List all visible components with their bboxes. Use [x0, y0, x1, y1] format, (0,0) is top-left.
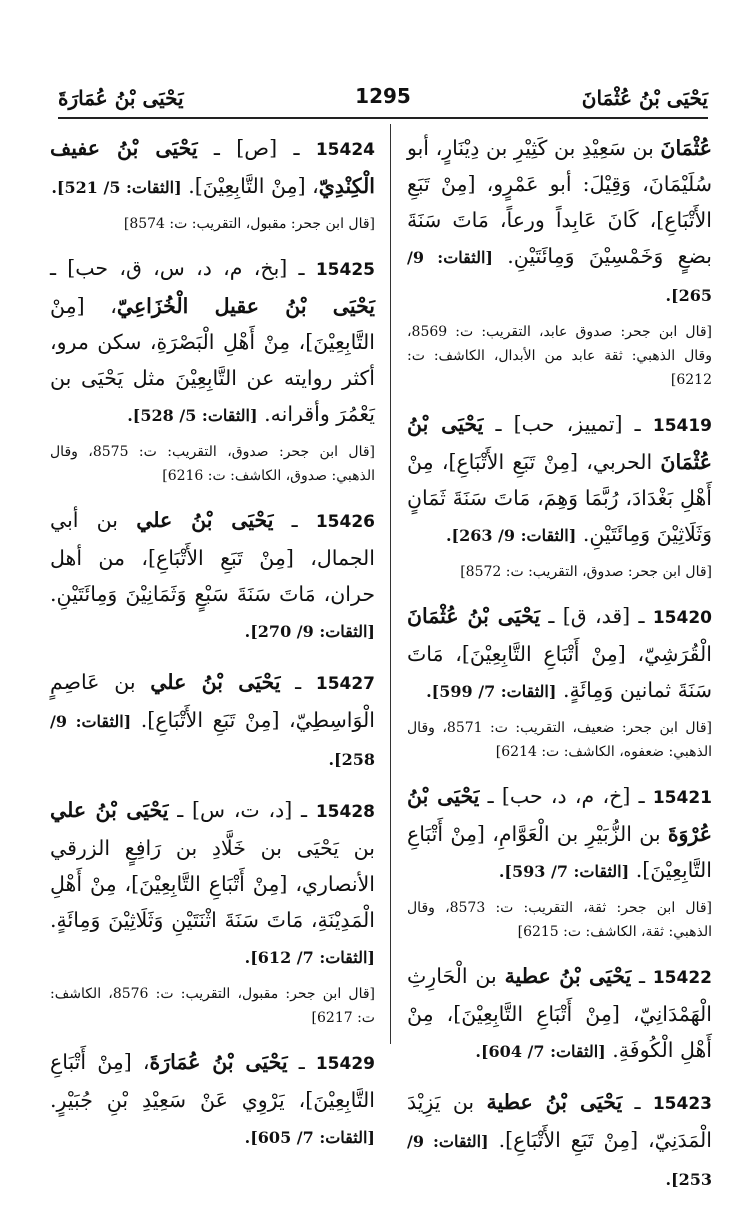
- header-rule: [58, 117, 708, 119]
- entry-note: [قال ابن جحر: مقبول، التقريب: ت: 8576، الكاشف: ت: 6217]: [50, 986, 375, 1026]
- entry-source: [الثقات: 9/ 265].: [407, 248, 712, 305]
- entry-source: [الثقات: 9/ 270].: [244, 622, 375, 641]
- biography-entry: [50, 664, 375, 778]
- entry-note: [قال ابن جحر: ثقة، التقريب: ت: 8573، وقال الذهبي: ثقة، الكاشف: ت: 6215]: [407, 900, 712, 940]
- entry-text: [407, 598, 712, 710]
- entry-source: [الثقات: 7/ 593].: [498, 862, 630, 881]
- entry-name: يَحْيَى بْنُ عُثْمَانَ: [407, 604, 541, 628]
- entry-number: 15428: [315, 802, 375, 822]
- biography-entry: [50, 130, 375, 236]
- entry-body: بن يَحْيَى بن خَلَّادِ بن رَافِعٍ الزرقي الأنصاري، [مِنْ أَتْبَاعِ التَّابِعِيْنَ]، مِنْ أَهْلِ الْمَدِيْنَةِ، مَاتَ سَنَةَ اثْنَتَيْنِ وَثَلَاثِيْنَ وَمِائَةٍ.: [50, 836, 375, 932]
- running-head-left: يَحْيَى بْنُ عُمَارَةَ: [58, 86, 184, 110]
- entry-text: [407, 130, 712, 314]
- entry-body: بن عَاصِمٍ الْوَاسِطِيّ، [مِنْ تَبَعِ الأَتْبَاعِ].: [50, 670, 375, 732]
- entry-text: [407, 406, 712, 554]
- biography-entry: [407, 130, 712, 392]
- entry-name: يَحْيَى بْنُ عطية: [486, 1090, 623, 1114]
- entry-body: بن يَزِيْدَ الْمَدَنِيّ، [مِنْ تَبَعِ الأَتْبَاعِ].: [407, 1090, 712, 1152]
- entry-source: [الثقات: 7/ 612].: [244, 948, 375, 967]
- entry-tags: ـ: [273, 508, 316, 532]
- entry-text: [50, 130, 375, 206]
- page-number: 1295: [355, 84, 411, 108]
- right-column: [407, 130, 712, 1212]
- biography-entry: [50, 502, 375, 650]
- entry-name: يَحْيَى بْنُ عُرْوَةَ: [407, 784, 712, 846]
- entry-name: يَحْيَى بْنُ علي: [150, 670, 281, 694]
- entry-name: يَحْيَى بْنُ عفيف الْكِنْدِيّ: [50, 136, 375, 198]
- entry-name: يَحْيَى بْنُ علي: [136, 508, 274, 532]
- biography-entry: [50, 250, 375, 488]
- entry-number: 15420: [652, 608, 712, 628]
- entry-tags: ـ [تمييز، حب] ـ: [483, 412, 653, 436]
- biography-entry: [50, 1044, 375, 1156]
- entry-note: [قال ابن جحر: صدوق، التقريب: ت: 8575، وقال الذهبي: صدوق، الكاشف: ت: 6216]: [50, 444, 376, 484]
- entry-note: [قال ابن جحر: صدوق، التقريب: ت: 8572]: [460, 564, 712, 580]
- entry-tags: ـ: [287, 1050, 316, 1074]
- entry-number: 15427: [315, 674, 376, 694]
- entry-body: ، [مِنْ التَّابِعِيْنَ].: [188, 174, 319, 198]
- entry-name: يَحْيَى بْنُ عقيل الْخُزَاعِيّ: [116, 294, 376, 318]
- entry-source: [الثقات: 7/ 605].: [244, 1128, 375, 1147]
- entry-body: بن الزُّبَيْرِ بن الْعَوَّامِ، [مِنْ أَتْبَاعِ التَّابِعِيْنَ].: [407, 822, 712, 882]
- entry-source: [الثقات: 9/ 263].: [445, 526, 577, 545]
- entry-text: [50, 1044, 375, 1156]
- entry-body: الحربي، [مِنْ تَبَعِ الأَتْبَاعِ]، مِنْ أَهْلِ بَغْدَادَ، رُبَّمَا وَهِمَ، مَاتَ سَنَةَ ثَمَانٍ وَثَلَاثِيْنَ وَمِائَتَيْنِ.: [407, 450, 712, 546]
- entry-name: يَحْيَى بْنُ علي: [50, 798, 169, 822]
- entry-tags: ـ: [631, 964, 653, 988]
- entry-tags: ـ [قد، ق] ـ: [540, 604, 653, 628]
- entry-body: بن أبي الجمال، [مِنْ تَبَعِ الأَتْبَاعِ]، من أهل حران، مَاتَ سَنَةَ سَبْعٍ وَثَمَانِيْنَ وَمِائَتَيْنِ.: [50, 508, 375, 606]
- entry-source: [الثقات: 9/ 253].: [407, 1132, 712, 1189]
- entry-number: 15429: [315, 1054, 375, 1074]
- entry-source: [الثقات: 5/ 528].: [127, 406, 258, 425]
- biography-entry: [50, 792, 375, 1030]
- entry-name: يَحْيَى بْنُ عطية: [504, 964, 632, 988]
- entry-text: [407, 958, 712, 1070]
- entry-name: يَحْيَى بْنُ عُمَارَةَ: [149, 1050, 288, 1074]
- entry-name: يَحْيَى بْنُ عُثْمَانَ: [407, 412, 712, 474]
- entry-tags: ـ [ص] ـ: [197, 136, 316, 160]
- biography-entry: [407, 778, 712, 944]
- entry-body: ، [مِنْ التَّابِعِيْنَ]، مِنْ أَهْلِ الْبَصْرَةِ، سكن مرو، أكثر روايته عن التَّابِعِيْنَ مثل يَحْيَى بن يَعْمُرَ وأقرانه.: [50, 294, 375, 426]
- entry-tags: ـ [بخ، م، د، س، ق، حب] ـ: [50, 256, 316, 280]
- entry-note: [قال ابن جحر: صدوق عابد، التقريب: ت: 8569، وقال الذهبي: ثقة عابد من الأبدال، الكاشف: ت: 6212]: [407, 324, 712, 388]
- entry-body: الْقُرَشِيّ، [مِنْ أَتْبَاعِ التَّابِعِيْنَ]، مَاتَ سَنَةَ ثمانين وَمِائَةٍ.: [407, 642, 712, 702]
- entry-source: [الثقات: 9/ 258].: [50, 712, 375, 769]
- entry-number: 15423: [652, 1094, 712, 1114]
- entry-number: 15421: [652, 788, 712, 808]
- entry-text: [50, 502, 375, 650]
- entry-source: [الثقات: 5/ 521].: [51, 178, 182, 197]
- column-divider: [390, 124, 391, 1044]
- entry-name: عُثْمَانَ: [660, 136, 712, 160]
- entry-text: [50, 250, 375, 434]
- entry-tags: ـ [د، ت، س] ـ: [168, 798, 316, 822]
- entry-text: [407, 778, 712, 890]
- entry-text: [50, 792, 375, 976]
- entry-text: [50, 664, 375, 778]
- entry-note: [قال ابن جحر: مقبول، التقريب: ت: 8574]: [123, 216, 375, 232]
- entry-source: [الثقات: 7/ 599].: [426, 682, 557, 701]
- entry-tags: ـ: [622, 1090, 653, 1114]
- biography-entry: [407, 598, 712, 764]
- running-head-right: يَحْيَى بْنُ عُثْمَانَ: [581, 86, 708, 110]
- biography-entry: [407, 958, 712, 1070]
- entry-body: بن الْحَارِثِ الْهَمْدَانِيّ، [مِنْ أَتْبَاعِ التَّابِعِيْنَ]، مِنْ أَهْلِ الْكُوفَةِ.: [407, 964, 712, 1062]
- entry-source: [الثقات: 7/ 604].: [475, 1042, 606, 1061]
- biography-entry: [407, 1084, 712, 1198]
- entry-note: [قال ابن جحر: ضعيف، التقريب: ت: 8571، وقال الذهبي: ضعفوه، الكاشف: ت: 6214]: [407, 720, 712, 760]
- entry-tags: ـ: [280, 670, 316, 694]
- entry-text: [407, 1084, 712, 1198]
- biography-entry: [407, 406, 712, 584]
- entry-body: بن سَعِيْدِ بن كَثِيْرِ بن دِيْنَارٍ، أبو سُلَيْمَانَ، وَقِيْلَ: أبو عَمْرٍو، [مِنْ تَبَعِ الأَتْبَاعِ]، كَانَ عَابِداً ورعاً، مَاتَ سَنَةَ بضعٍ وَخَمْسِيْنَ وَمِائَتَيْنِ.: [407, 136, 712, 268]
- entry-number: 15424: [315, 140, 375, 160]
- entry-tags: ـ [خ، م، د، حب] ـ: [479, 784, 653, 808]
- entry-number: 15419: [652, 416, 713, 436]
- entry-body: ، [مِنْ أَتْبَاعِ التَّابِعِيْنَ]، يَرْوِي عَنْ سَعِيْدِ بْنِ جُبَيْرٍ.: [50, 1050, 375, 1112]
- entry-number: 15425: [315, 260, 375, 280]
- left-column: [50, 130, 375, 1170]
- page-header: [58, 84, 708, 114]
- entry-number: 15426: [315, 512, 375, 532]
- entry-number: 15422: [652, 968, 712, 988]
